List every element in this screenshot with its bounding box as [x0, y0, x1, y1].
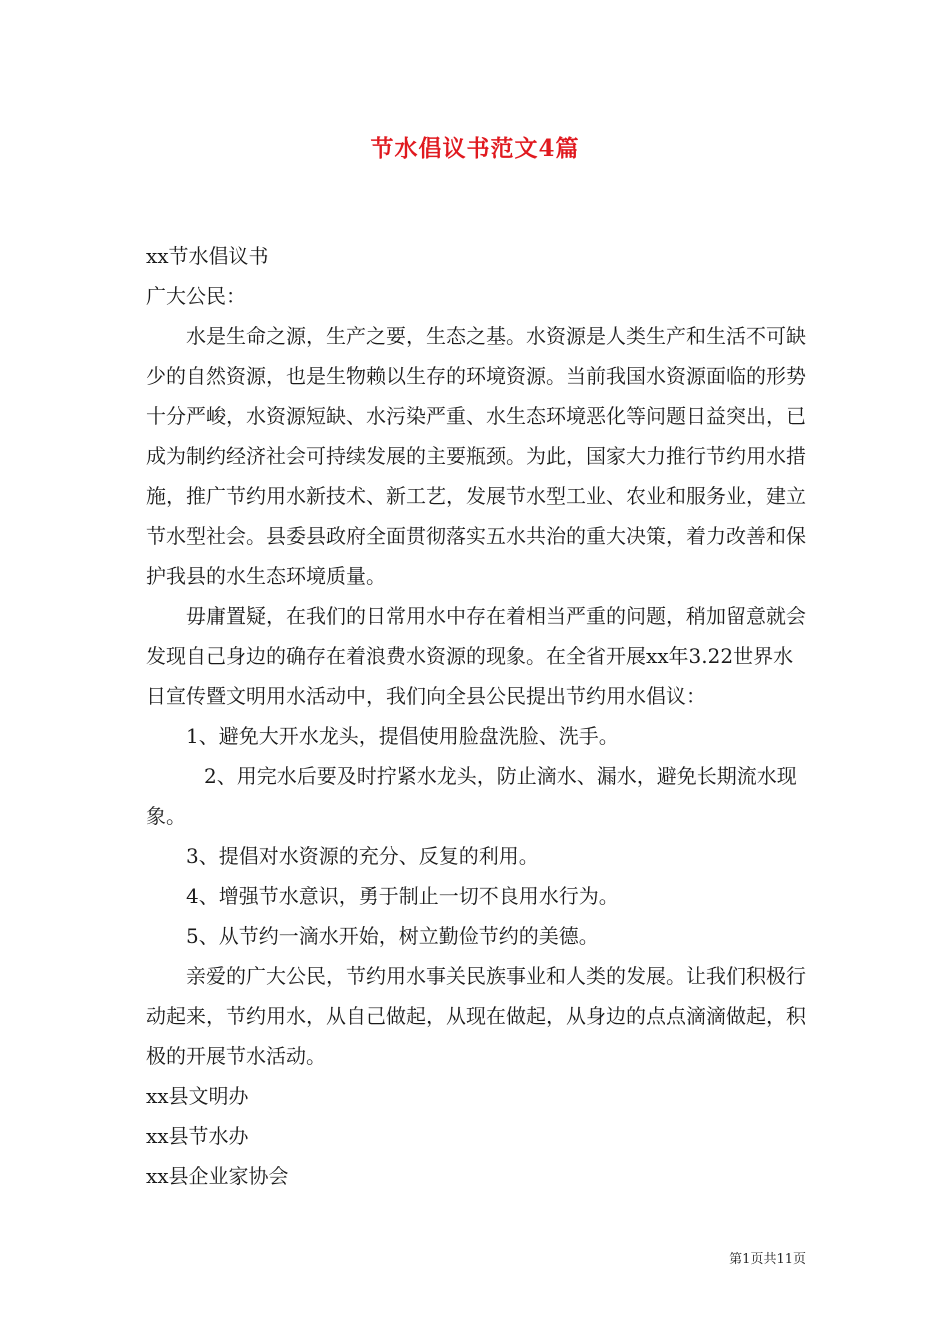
signature-line: xx县企业家协会 — [146, 1164, 289, 1188]
list-item: 3、提倡对水资源的充分、反复的利用。 — [186, 844, 539, 868]
closing-paragraph: 亲爱的广大公民，节约用水事关民族事业和人类的发展。让我们积极行动起来，节约用水，从自己做起，从现在做起，从身边的点点滴滴做起，积极的开展节水活动。 — [146, 964, 806, 1068]
salutation: 广大公民： — [146, 284, 246, 308]
paragraph: 水是生命之源，生产之要，生态之基。水资源是人类生产和生活不可缺少的自然资源，也是生物赖以生存的环境资源。当前我国水资源面临的形势十分严峻，水资源短缺、水污染严重、水生态环境恶化等问题日益突出，已成为制约经济社会可持续发展的主要瓶颈。为此，国家大力推行节约用水措施，推广节约用水新技术、新工艺，发展节水型工业、农业和服务业，建立节水型社会。县委县政府全面贯彻落实五水共治的重大决策，着力改善和保护我县的水生态环境质量。 — [146, 324, 806, 588]
document-body — [146, 236, 806, 1196]
paragraph: 毋庸置疑，在我们的日常用水中存在着相当严重的问题，稍加留意就会发现自己身边的确存在着浪费水资源的现象。在全省开展xx年3.22世界水日宣传暨文明用水活动中，我们向全县公民提出节约用水倡议： — [146, 604, 806, 708]
letter-heading: xx节水倡议书 — [146, 244, 269, 268]
list-item: 1、避免大开水龙头，提倡使用脸盘洗脸、洗手。 — [186, 724, 619, 748]
signature-line: xx县节水办 — [146, 1124, 249, 1148]
list-item: 4、增强节水意识，勇于制止一切不良用水行为。 — [186, 884, 619, 908]
document-title: 节水倡议书范文4篇 — [370, 135, 580, 162]
list-item: 5、从节约一滴水开始，树立勤俭节约的美德。 — [186, 924, 599, 948]
signature-line: xx县文明办 — [146, 1084, 249, 1108]
page-number: 第1页共11页 — [729, 1252, 806, 1267]
list-item: 2、用完水后要及时拧紧水龙头，防止滴水、漏水，避免长期流水现象。 — [146, 764, 797, 828]
